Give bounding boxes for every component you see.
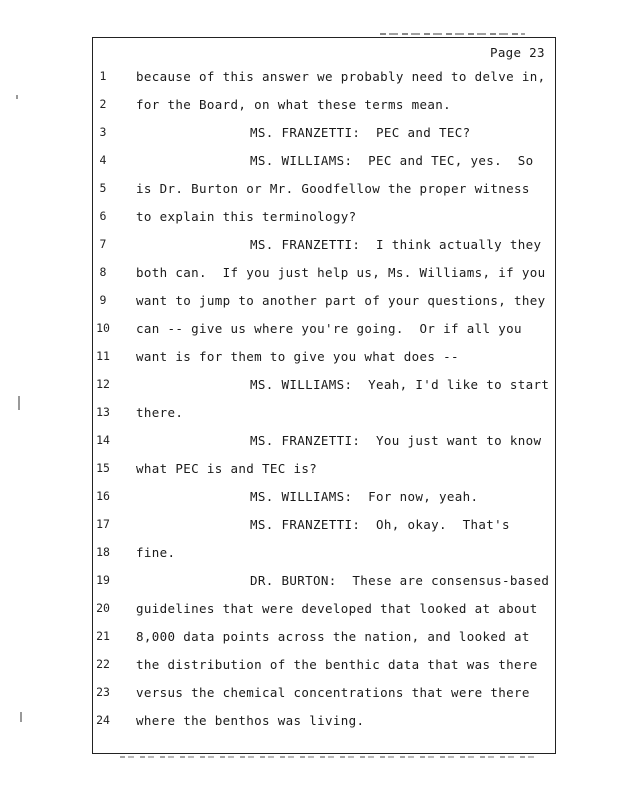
- line-number: 16: [96, 489, 110, 503]
- line-number: 10: [96, 321, 110, 335]
- line-number: 22: [96, 657, 110, 671]
- line-number: 6: [99, 209, 107, 223]
- transcript-line: MS. WILLIAMS: PEC and TEC, yes. So: [250, 153, 534, 168]
- line-number: 7: [99, 237, 107, 251]
- line-number: 14: [96, 433, 110, 447]
- line-number: 19: [96, 573, 110, 587]
- line-number: 4: [99, 153, 107, 167]
- page-number: Page 23: [490, 45, 545, 60]
- transcript-line: to explain this terminology?: [136, 209, 357, 224]
- transcript-line: can -- give us where you're going. Or if all you: [136, 321, 522, 336]
- transcript-line: guidelines that were developed that looked at about: [136, 601, 538, 616]
- line-number: 20: [96, 601, 110, 615]
- transcript-line: MS. FRANZETTI: PEC and TEC?: [250, 125, 471, 140]
- line-number: 15: [96, 461, 110, 475]
- transcript-line: want is for them to give you what does --: [136, 349, 459, 364]
- line-number: 23: [96, 685, 110, 699]
- line-number: 11: [96, 349, 110, 363]
- margin-speck: [18, 396, 20, 410]
- transcript-line: is Dr. Burton or Mr. Goodfellow the proper witness: [136, 181, 530, 196]
- transcript-line: 8,000 data points across the nation, and looked at: [136, 629, 530, 644]
- transcript-line: MS. FRANZETTI: You just want to know: [250, 433, 542, 448]
- transcript-line: MS. WILLIAMS: For now, yeah.: [250, 489, 479, 504]
- line-number: 1: [99, 69, 107, 83]
- transcript-line: what PEC is and TEC is?: [136, 461, 318, 476]
- transcript-line: both can. If you just help us, Ms. Williams, if you: [136, 265, 546, 280]
- transcript-line: MS. FRANZETTI: Oh, okay. That's: [250, 517, 510, 532]
- transcript-line: fine.: [136, 545, 176, 560]
- line-number: 21: [96, 629, 110, 643]
- line-number: 12: [96, 377, 110, 391]
- line-number: 24: [96, 713, 110, 727]
- line-number: 13: [96, 405, 110, 419]
- margin-speck: [20, 712, 22, 722]
- line-number: 3: [99, 125, 107, 139]
- margin-speck: [16, 95, 18, 99]
- line-number: 8: [99, 265, 107, 279]
- line-number: 9: [99, 293, 107, 307]
- transcript-line: DR. BURTON: These are consensus-based: [250, 573, 550, 588]
- transcript-line: where the benthos was living.: [136, 713, 365, 728]
- line-number: 5: [99, 181, 107, 195]
- transcript-line: for the Board, on what these terms mean.: [136, 97, 452, 112]
- transcript-line: MS. WILLIAMS: Yeah, I'd like to start: [250, 377, 550, 392]
- transcript-line: MS. FRANZETTI: I think actually they: [250, 237, 542, 252]
- transcript-page-frame: [92, 37, 556, 754]
- transcript-line: there.: [136, 405, 184, 420]
- scan-artifact-bottom: [120, 756, 540, 758]
- scan-artifact-top: [380, 33, 525, 35]
- transcript-line: versus the chemical concentrations that were there: [136, 685, 530, 700]
- line-number: 17: [96, 517, 110, 531]
- line-number: 18: [96, 545, 110, 559]
- line-number: 2: [99, 97, 107, 111]
- transcript-line: want to jump to another part of your questions, they: [136, 293, 546, 308]
- transcript-line: the distribution of the benthic data that was there: [136, 657, 538, 672]
- transcript-line: because of this answer we probably need to delve in,: [136, 69, 546, 84]
